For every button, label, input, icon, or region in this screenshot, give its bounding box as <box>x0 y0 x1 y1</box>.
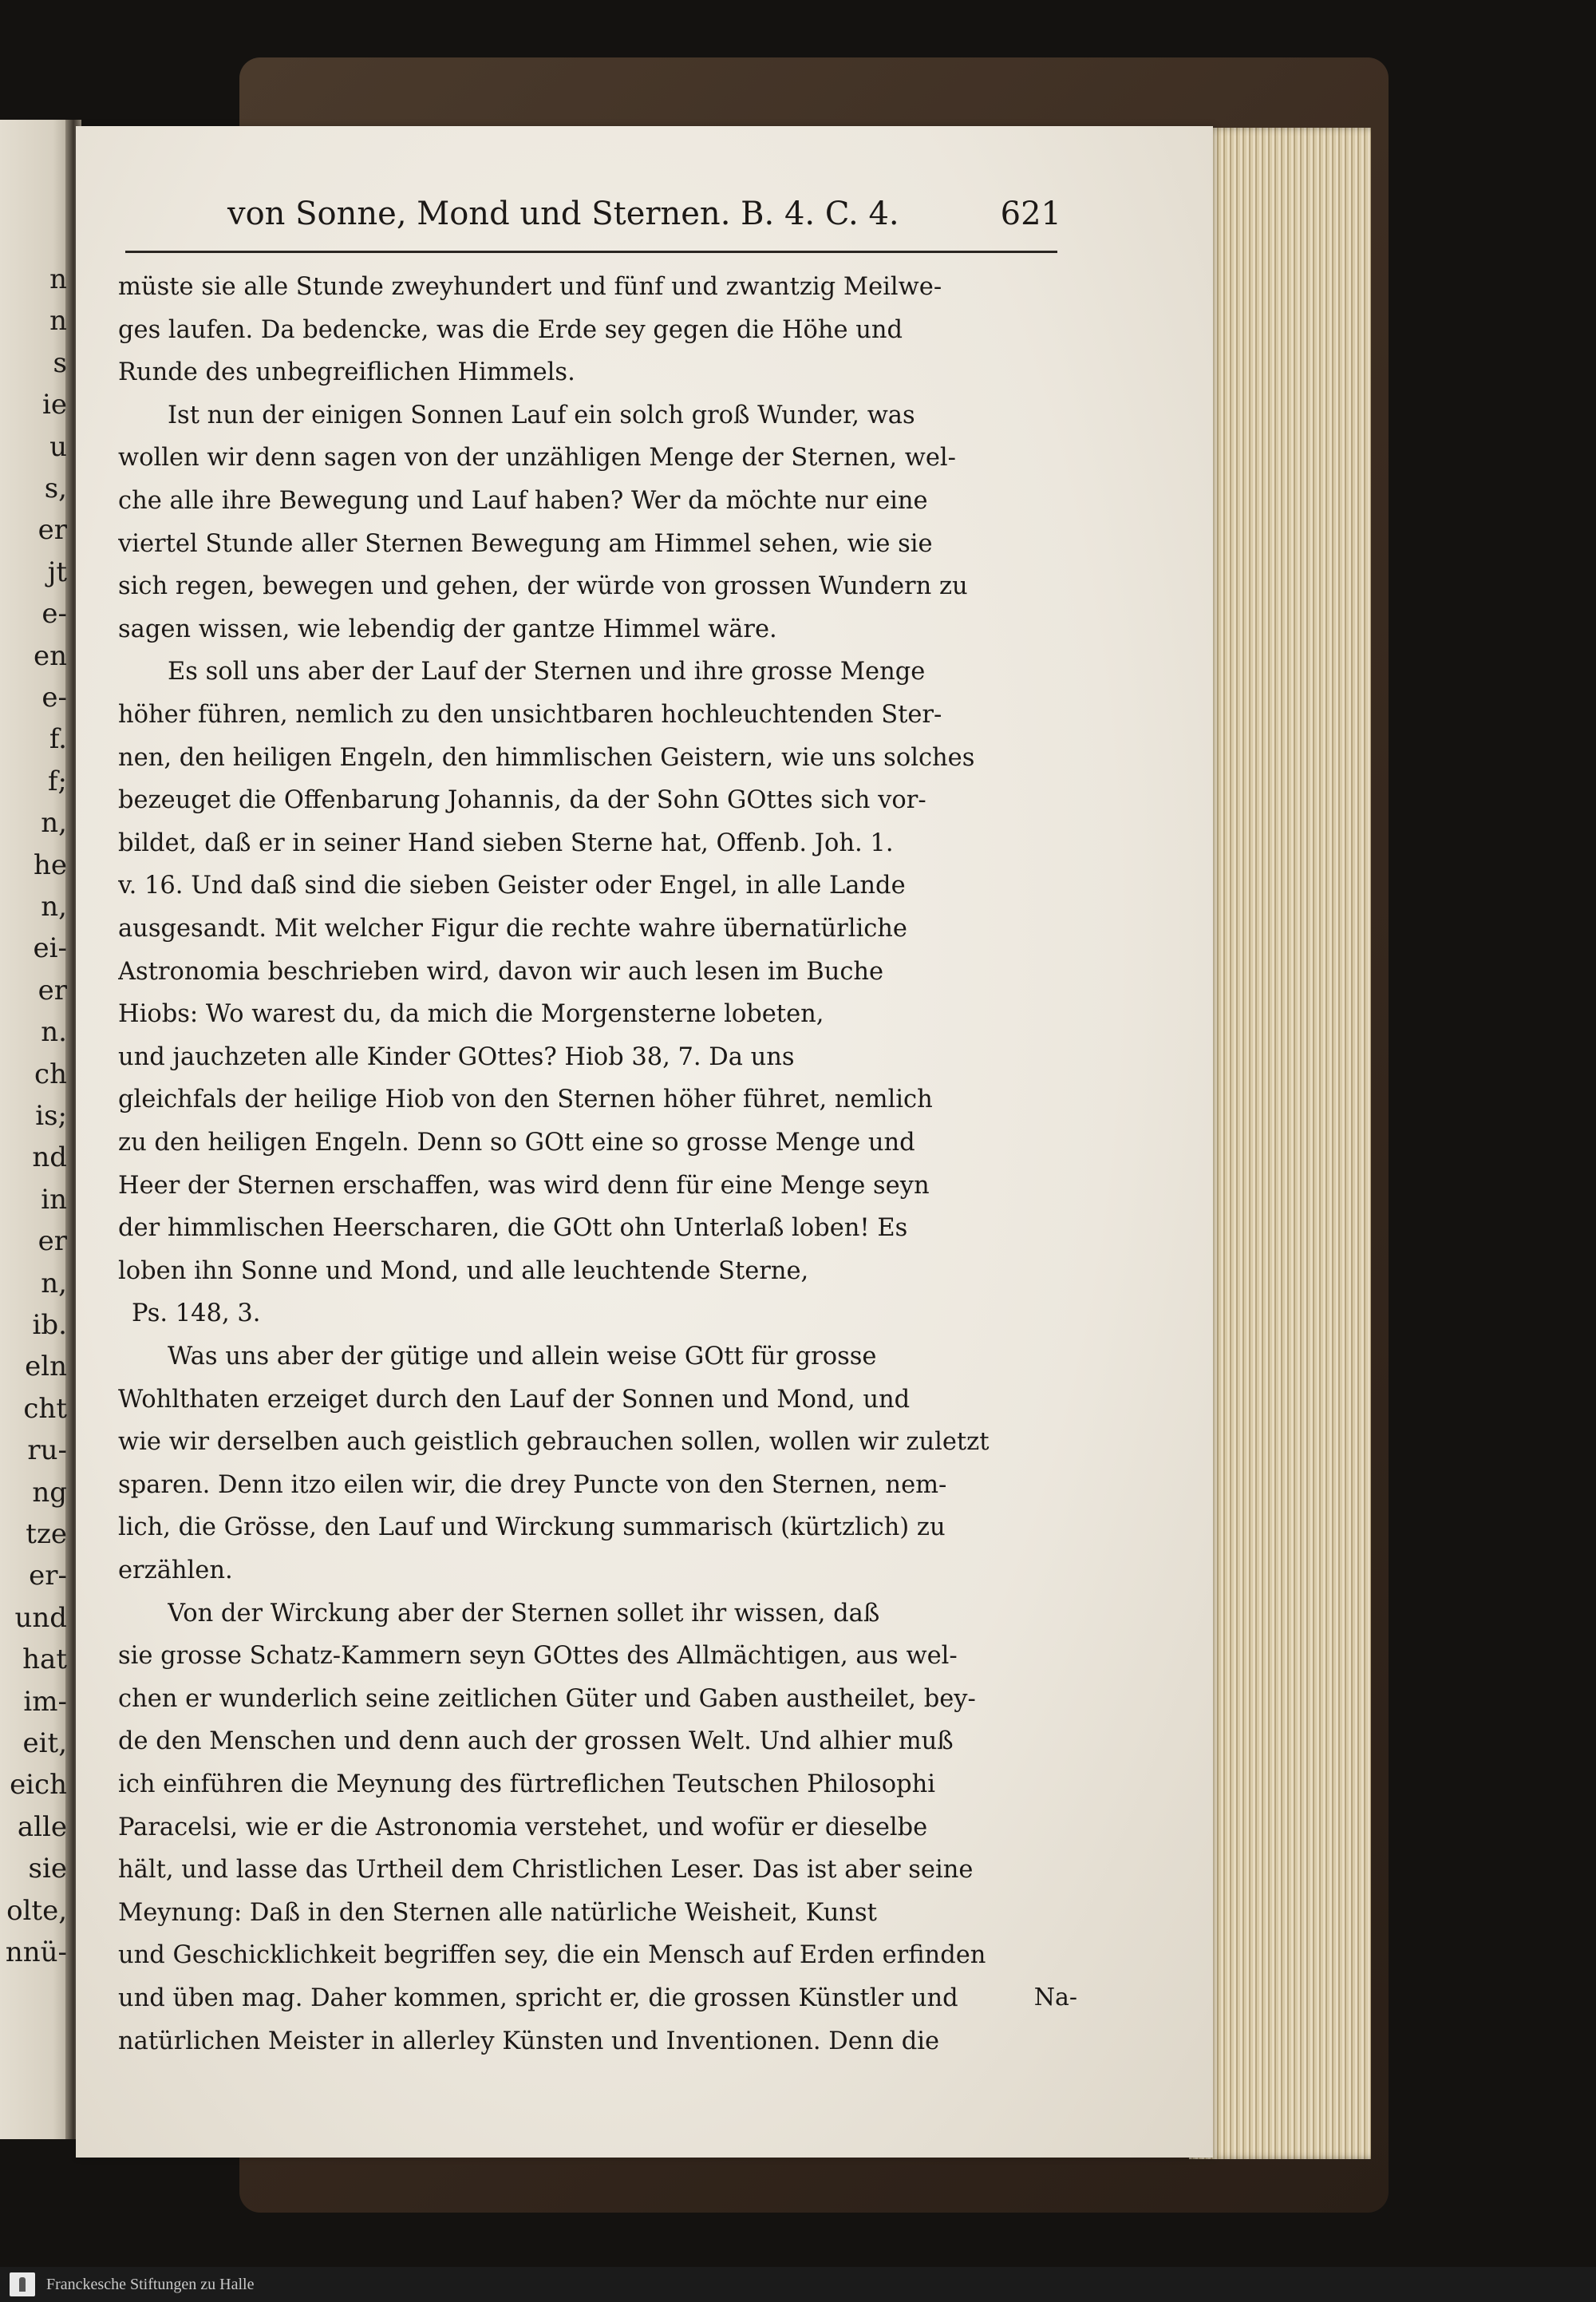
margin-fragment: he <box>33 848 67 881</box>
text-line: müste sie alle Stunde zweyhundert und fünf und zwantzig Meilwe- <box>118 273 942 301</box>
margin-fragment: n, <box>41 891 67 923</box>
text-line: v. 16. Und daß sind die sieben Geister oder Engel, in alle Lande <box>118 872 906 900</box>
text-line: Wohlthaten erzeiget durch den Lauf der Sonnen und Mond, und <box>118 1385 911 1414</box>
margin-fragment: jt <box>47 556 67 588</box>
text-line: bezeuget die Offenbarung Johannis, da der Sohn GOttes sich vor- <box>118 786 926 815</box>
margin-fragment: n, <box>41 1267 67 1299</box>
margin-fragment: s, <box>44 473 67 504</box>
text-line: sie grosse Schatz-Kammern seyn GOttes des Allmächtigen, aus wel- <box>118 1642 958 1671</box>
margin-fragment: ib. <box>32 1309 67 1341</box>
margin-fragment: ch <box>34 1058 67 1090</box>
text-line: wie wir derselben auch geistlich gebrauchen sollen, wollen wir zuletzt <box>118 1428 990 1457</box>
margin-fragment: ru- <box>27 1434 67 1467</box>
margin-fragment: ie <box>42 389 67 421</box>
text-line: und jauchzeten alle Kinder GOttes? Hiob 38, 7. Da uns <box>118 1042 795 1071</box>
margin-fragment: f; <box>47 765 67 797</box>
margin-fragment: er <box>38 1225 67 1258</box>
text-line: Runde des unbegreiflichen Himmels. <box>118 358 575 387</box>
margin-fragment: eich <box>10 1769 67 1802</box>
margin-fragment: sie <box>28 1853 67 1885</box>
margin-fragment: n <box>49 263 67 295</box>
margin-fragment: nd <box>32 1141 67 1174</box>
margin-fragment: is; <box>35 1100 67 1132</box>
margin-fragment: eln <box>25 1351 67 1383</box>
margin-fragment: ei- <box>33 932 67 965</box>
text-line: viertel Stunde aller Sternen Bewegung am Himmel sehen, wie sie <box>118 529 933 558</box>
text-line: loben ihn Sonne und Mond, und alle leuchtende Sterne, <box>118 1256 809 1285</box>
margin-fragment: u <box>49 430 67 463</box>
text-line: ausgesandt. Mit welcher Figur die rechte wahre übernatürliche <box>118 915 907 943</box>
text-line: lich, die Grösse, den Lauf und Wirckung summarisch (kürtzlich) zu <box>118 1513 946 1542</box>
margin-fragment: n. <box>41 1016 67 1049</box>
text-line: ich einführen die Meynung des fürtreflichen Teutschen Philosophi <box>118 1770 936 1798</box>
margin-fragment: ng <box>32 1476 67 1509</box>
text-line: gleichfals der heilige Hiob von den Sternen höher führet, nemlich <box>118 1086 933 1114</box>
text-line: chen er wunderlich seine zeitlichen Güter und Gaben austheilet, bey- <box>118 1684 976 1713</box>
text-line: Astronomia beschrieben wird, davon wir auch lesen im Buche <box>118 957 884 986</box>
margin-fragment: n, <box>41 807 67 840</box>
text-line: che alle ihre Bewegung und Lauf haben? Wer da möchte nur eine <box>118 487 928 515</box>
footer-credit: Franckesche Stiftungen zu Halle <box>46 2276 255 2293</box>
page-number: 621 <box>1000 196 1061 232</box>
text-line: hält, und lasse das Urtheil dem Christlichen Leser. Das ist aber seine <box>118 1856 974 1885</box>
margin-fragment: er <box>38 974 67 1007</box>
text-line: sich regen, bewegen und gehen, der würde von grossen Wundern zu <box>118 572 968 601</box>
text-line: Heer der Sternen erschaffen, was wird denn für eine Menge seyn <box>118 1171 930 1200</box>
text-line: höher führen, nemlich zu den unsichtbaren hochleuchtenden Ster- <box>118 701 942 729</box>
margin-fragment: er <box>38 514 67 547</box>
running-head: von Sonne, Mond und Sternen. B. 4. C. 4. <box>227 196 899 232</box>
text-line: Ist nun der einigen Sonnen Lauf ein solch groß Wunder, was <box>168 401 915 429</box>
margin-fragment: im- <box>23 1685 67 1718</box>
margin-fragment: e- <box>41 598 67 631</box>
text-line: Ps. 148, 3. <box>132 1299 261 1328</box>
text-line: der himmlischen Heerscharen, die GOtt ohn Unterlaß loben! Es <box>118 1214 908 1243</box>
text-line: Meynung: Daß in den Sternen alle natürliche Weisheit, Kunst <box>118 1898 877 1927</box>
margin-fragment: en <box>33 639 67 672</box>
footer-bar <box>0 2267 1596 2302</box>
catchword: Na- <box>1033 1984 1077 2011</box>
margin-fragment: hat <box>22 1643 67 1676</box>
text-line: natürlichen Meister in allerley Künsten und Inventionen. Denn die <box>118 2027 940 2055</box>
margin-fragment: s <box>53 346 67 379</box>
margin-fragment: und <box>14 1601 67 1634</box>
margin-fragment: e- <box>41 682 67 714</box>
text-line: Von der Wirckung aber der Sternen sollet ihr wissen, daß <box>168 1599 880 1628</box>
margin-fragment: n <box>49 305 67 338</box>
text-line: Was uns aber der gütige und allein weise GOtt für grosse <box>168 1343 877 1371</box>
margin-fragment: tze <box>26 1518 67 1550</box>
text-line: zu den heiligen Engeln. Denn so GOtt eine so grosse Menge und <box>118 1129 915 1157</box>
margin-fragment: er- <box>29 1560 67 1592</box>
margin-fragment: in <box>41 1183 67 1216</box>
text-line: bildet, daß er in seiner Hand sieben Sterne hat, Offenb. Joh. 1. <box>118 829 894 857</box>
margin-fragment: nnü- <box>5 1936 67 1968</box>
text-line: erzählen. <box>118 1556 233 1584</box>
header-rule <box>125 251 1057 253</box>
text-line: de den Menschen und denn auch der grossen Welt. Und alhier muß <box>118 1727 954 1756</box>
margin-fragment: alle <box>17 1810 67 1843</box>
text-line: wollen wir denn sagen von der unzähligen Menge der Sternen, wel- <box>118 444 956 473</box>
margin-fragment: f. <box>49 723 67 756</box>
text-line: und üben mag. Daher kommen, spricht er, die grossen Künstler und <box>118 1984 958 2012</box>
text-line: nen, den heiligen Engeln, den himmlischen Geistern, wie uns solches <box>118 743 975 772</box>
text-line: und Geschicklichkeit begriffen sey, die ein Mensch auf Erden erfinden <box>118 1941 986 1970</box>
text-line: Paracelsi, wie er die Astronomia verstehet, und wofür er dieselbe <box>118 1813 928 1841</box>
text-line: ges laufen. Da bedencke, was die Erde sey gegen die Höhe und <box>118 315 903 344</box>
institution-logo <box>10 2272 35 2296</box>
margin-fragment: eit, <box>22 1727 67 1759</box>
text-line: Es soll uns aber der Lauf der Sternen und ihre grosse Menge <box>168 658 926 686</box>
margin-fragment: cht <box>23 1392 67 1425</box>
margin-fragment: olte, <box>6 1894 67 1927</box>
text-line: Hiobs: Wo warest du, da mich die Morgensterne lobeten, <box>118 1000 824 1029</box>
text-line: sagen wissen, wie lebendig der gantze Himmel wäre. <box>118 615 777 643</box>
text-line: sparen. Denn itzo eilen wir, die drey Puncte von den Sternen, nem- <box>118 1470 947 1499</box>
